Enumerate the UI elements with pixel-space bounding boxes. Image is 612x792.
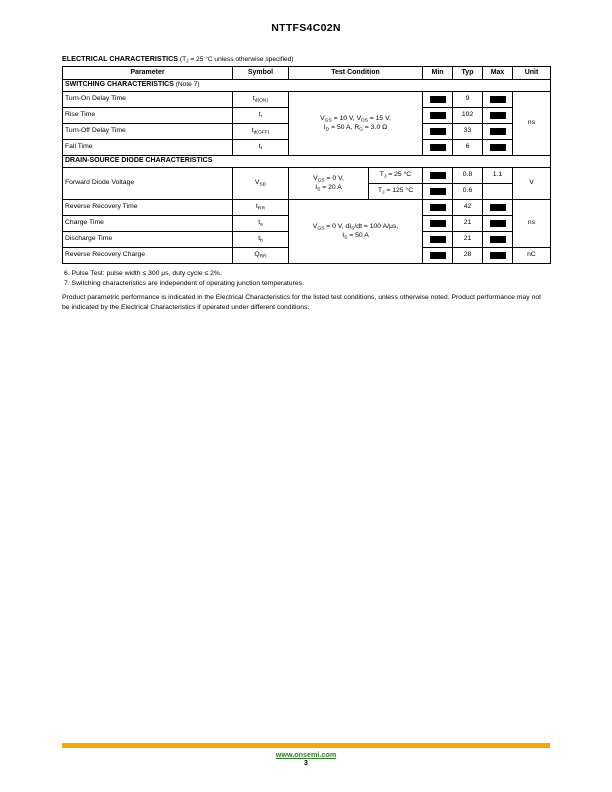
min-value bbox=[423, 92, 453, 108]
typ-value: 21 bbox=[453, 232, 483, 248]
column-header-max: Max bbox=[483, 67, 513, 80]
typ-value: 9 bbox=[453, 92, 483, 108]
section-heading-bold: ELECTRICAL CHARACTERISTICS bbox=[62, 54, 179, 63]
min-value bbox=[423, 248, 453, 264]
param-label: Reverse Recovery Charge bbox=[63, 248, 233, 264]
min-value bbox=[423, 232, 453, 248]
min-value bbox=[423, 108, 453, 124]
min-value bbox=[423, 200, 453, 216]
param-label: Discharge Time bbox=[63, 232, 233, 248]
typ-value: 42 bbox=[453, 200, 483, 216]
footer-link-row bbox=[0, 750, 612, 759]
symbol-label: $t_a$ bbox=[233, 216, 289, 232]
param-label: Reverse Recovery Time bbox=[63, 200, 233, 216]
section-heading-condition: ($T_J = 25$ °C unless otherwise specified) bbox=[178, 56, 294, 65]
unit-label: V bbox=[513, 168, 551, 200]
symbol-label: $t_r$ bbox=[233, 108, 289, 124]
section-row-diode bbox=[63, 156, 551, 168]
symbol-label: $t_{RR}$ bbox=[233, 200, 289, 216]
typ-value: 102 bbox=[453, 108, 483, 124]
symbol-label: $t_f$ bbox=[233, 140, 289, 156]
min-value bbox=[423, 216, 453, 232]
redacted-value-box bbox=[490, 96, 506, 103]
page-title: NTTFS4C02N bbox=[271, 22, 341, 34]
param-label: Rise Time bbox=[63, 108, 233, 124]
min-value bbox=[423, 140, 453, 156]
symbol-label: $V_{SD}$ bbox=[233, 168, 289, 200]
unit-label: ns bbox=[513, 92, 551, 156]
column-header-unit: Unit bbox=[513, 67, 551, 80]
page-number: 3 bbox=[304, 760, 308, 767]
max-value bbox=[483, 232, 513, 248]
min-value bbox=[423, 124, 453, 140]
table-row bbox=[63, 92, 551, 108]
redacted-value-box bbox=[430, 128, 446, 135]
electrical-characteristics-table bbox=[62, 66, 551, 264]
max-value bbox=[483, 200, 513, 216]
redacted-value-box bbox=[430, 96, 446, 103]
redacted-value-box bbox=[430, 220, 446, 227]
redacted-value-box bbox=[430, 188, 446, 195]
redacted-value-box bbox=[430, 204, 446, 211]
redacted-value-box bbox=[490, 112, 506, 119]
redacted-value-box bbox=[490, 144, 506, 151]
redacted-value-box bbox=[490, 252, 506, 259]
test-condition: $V_{GS} = 0$ V, $I_S = 20$ A bbox=[289, 168, 369, 200]
redacted-value-box bbox=[490, 204, 506, 211]
test-condition: $V_{GS} = 10$ V, $V_{DS} = 15$ V, $I_D = 50$ A, $R_G = 3.0$ Ω bbox=[289, 92, 423, 156]
redacted-value-box bbox=[430, 172, 446, 179]
disclaimer-paragraph: Product parametric performance is indicated in the Electrical Characteristics for the listed test conditions, unless otherwise noted. Product performance may not be indicated by the Electrical Characteristics if operated under different conditions. bbox=[62, 294, 542, 311]
max-value bbox=[483, 184, 513, 200]
param-label: Turn-On Delay Time bbox=[63, 92, 233, 108]
typ-value: 0.8 bbox=[453, 168, 483, 184]
typ-value: 6 bbox=[453, 140, 483, 156]
typ-value: 28 bbox=[453, 248, 483, 264]
table-header-row bbox=[63, 67, 551, 80]
column-header-symbol: Symbol bbox=[233, 67, 289, 80]
symbol-label: $t_{d(OFF)}$ bbox=[233, 124, 289, 140]
column-header-test-condition: Test Condition bbox=[289, 67, 423, 80]
max-value bbox=[483, 124, 513, 140]
section-title-diode: DRAIN-SOURCE DIODE CHARACTERISTICS bbox=[63, 156, 551, 168]
onsemi-link[interactable]: www.onsemi.com bbox=[275, 750, 337, 759]
max-value bbox=[483, 108, 513, 124]
redacted-value-box bbox=[490, 220, 506, 227]
redacted-value-box bbox=[430, 144, 446, 151]
note-6: 6. Pulse Test: pulse width ≤ 300 μs, duty cycle ≤ 2%. bbox=[64, 270, 222, 277]
max-value: 1.1 bbox=[483, 168, 513, 184]
column-header-min: Min bbox=[423, 67, 453, 80]
max-value bbox=[483, 248, 513, 264]
note-7: 7. Switching characteristics are independent of operating junction temperatures. bbox=[64, 279, 304, 287]
redacted-value-box bbox=[490, 236, 506, 243]
symbol-label: $t_b$ bbox=[233, 232, 289, 248]
symbol-label: $t_{d(ON)}$ bbox=[233, 92, 289, 108]
section-heading bbox=[62, 54, 550, 63]
unit-label: nC bbox=[513, 248, 551, 264]
sub-condition: $T_J = 125$ °C bbox=[369, 184, 423, 200]
unit-label: ns bbox=[513, 200, 551, 248]
param-label: Forward Diode Voltage bbox=[63, 168, 233, 200]
footnotes bbox=[64, 269, 550, 288]
typ-value: 21 bbox=[453, 216, 483, 232]
max-value bbox=[483, 140, 513, 156]
min-value bbox=[423, 168, 453, 184]
min-value bbox=[423, 184, 453, 200]
typ-value: 33 bbox=[453, 124, 483, 140]
section-row-switching bbox=[63, 80, 551, 92]
redacted-value-box bbox=[430, 112, 446, 119]
param-label: Charge Time bbox=[63, 216, 233, 232]
column-header-parameter: Parameter bbox=[63, 67, 233, 80]
param-label: Fall Time bbox=[63, 140, 233, 156]
column-header-typ: Typ bbox=[453, 67, 483, 80]
redacted-value-box bbox=[430, 236, 446, 243]
param-label: Turn-Off Delay Time bbox=[63, 124, 233, 140]
footer-accent-bar bbox=[62, 743, 550, 748]
section-title-switching: SWITCHING CHARACTERISTICS (Note 7) bbox=[63, 80, 551, 92]
test-condition: $V_{GS} = 0$ V, $dI_S/dt = 100$ A/μs, $I_S = 50$ A bbox=[289, 200, 423, 264]
redacted-value-box bbox=[430, 252, 446, 259]
redacted-value-box bbox=[490, 128, 506, 135]
table-row bbox=[63, 200, 551, 216]
sub-condition: $T_J = 25$ °C bbox=[369, 168, 423, 184]
symbol-label: $Q_{RR}$ bbox=[233, 248, 289, 264]
max-value bbox=[483, 92, 513, 108]
table-row bbox=[63, 168, 551, 184]
typ-value: 0.6 bbox=[453, 184, 483, 200]
max-value bbox=[483, 216, 513, 232]
